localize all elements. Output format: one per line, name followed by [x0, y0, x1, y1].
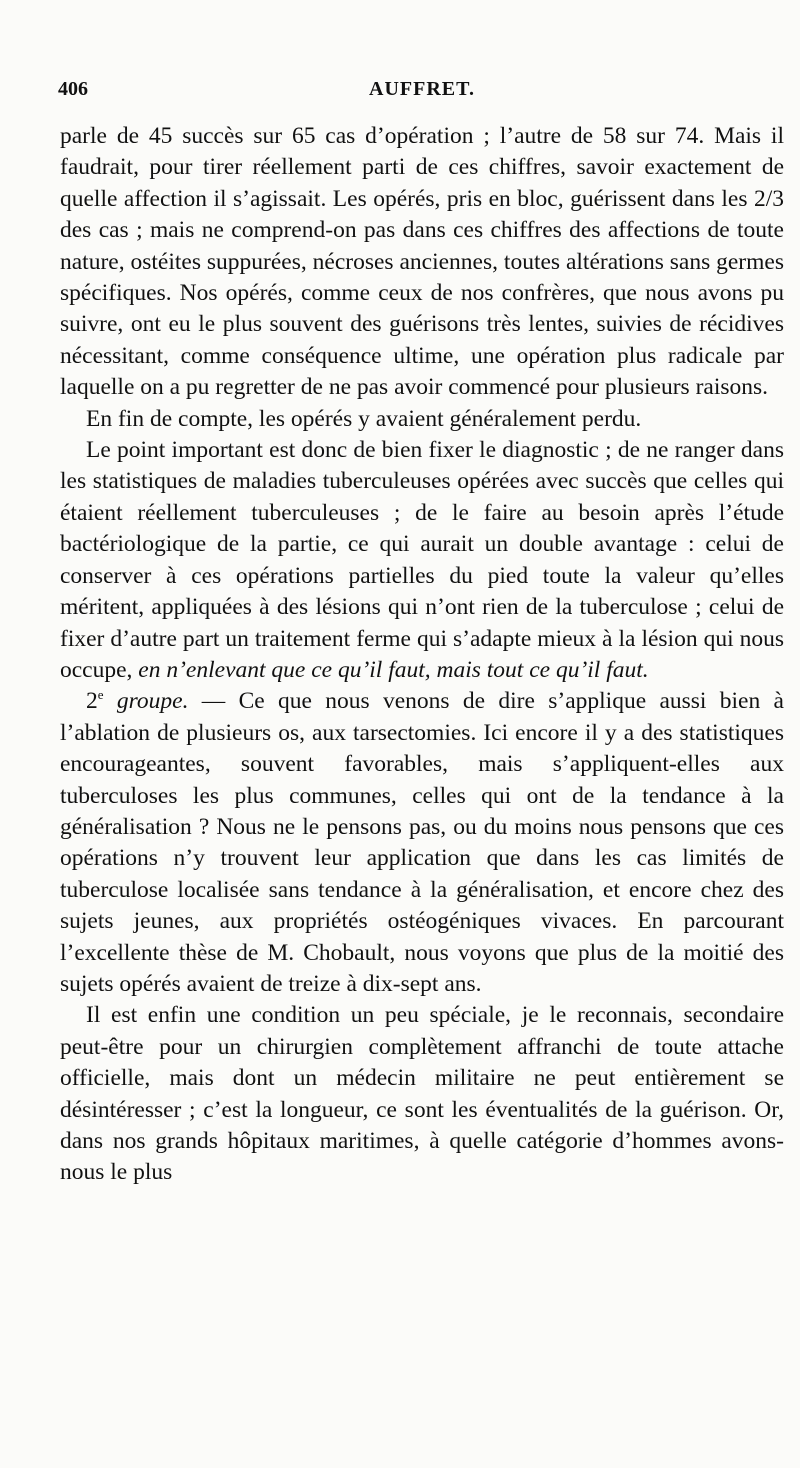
page-header — [58, 78, 786, 110]
body-text — [60, 121, 784, 1189]
paragraph-3-text: Le point important est donc de bien fixer le diagnostic ; de ne ranger dans les statistiques de maladies tuberculeuses opérées avec succès que celles qui étaient réellement tuberculeuses ; de le faire au besoin après l’étude bactériologique de la partie, ce qui aurait un double avantage : celui de conserver à ces opérations partielles du pied toute la valeur qu’elles méritent, appliquées à des lésions qui n’ont rien de la tuberculose ; celui de fixer d’autre part un traitement ferme qui s’adapte mieux à la lésion qui nous occupe, — [60, 437, 784, 683]
paragraph-3 — [60, 435, 784, 686]
group-number: 2 — [86, 688, 98, 715]
paragraph-2 — [60, 404, 784, 435]
paragraph-1 — [60, 121, 784, 404]
paragraph-2-text: En fin de compte, les opérés y avaient généralement perdu. — [86, 405, 642, 432]
paragraph-5-text: Il est enfin une condition un peu spéciale, je le reconnais, secondaire peut-être pour un chirurgien complètement affranchi de toute attache officielle, mais dont un médecin militaire ne peut entièrement se désintéresser ; c’est la longueur, ce sont les éventualités de la guérison. Or, dans nos grands hôpitaux maritimes, à quelle catégorie d’hommes avons-nous le plus — [60, 1002, 784, 1186]
paragraph-4 — [60, 686, 784, 1000]
paragraph-4-text: — Ce que nous venons de dire s’applique aussi bien à l’ablation de plusieurs os, aux tarsectomies. Ici encore il y a des statistiques encourageantes, souvent favorables, mais s’appliquent-elles aux tuberculoses les plus communes, celles qui ont de la tendance à la généralisation ? Nous ne le pensons pas, ou du moins nous pensons que ces opérations n’y trouvent leur application que dans les cas limités de tuberculose localisée sans tendance à la généralisation, et encore chez des sujets jeunes, aux propriétés ostéogéniques vivaces. En parcourant l’excellente thèse de M. Chobault, nous voyons que plus de la moitié des sujets opérés avaient de treize à dix-sept ans. — [60, 688, 784, 997]
page-number: 406 — [58, 78, 88, 100]
paragraph-3-italic: en n’enlevant que ce qu’il faut, mais tout ce qu’il faut. — [138, 656, 649, 683]
paragraph-5 — [60, 1000, 784, 1188]
group-label: groupe. — [116, 688, 189, 715]
group-ordinal-suffix: e — [97, 687, 104, 703]
paragraph-1-text: parle de 45 succès sur 65 cas d’opération ; l’autre de 58 sur 74. Mais il faudrait, pour tirer réellement parti de ces chiffres, savoir exactement de quelle affection il s’agissait. Les opérés, pris en bloc, guérissent dans les 2/3 des cas ; mais ne comprend-on pas dans ces chiffres des affections de toute nature, ostéites suppurées, nécroses anciennes, toutes altérations sans germes spécifiques. Nos opérés, comme ceux de nos confrères, que nous avons pu suivre, ont eu le plus souvent des guérisons très lentes, suivies de récidives nécessitant, comme conséquence ultime, une opération plus radicale par laquelle on a pu regretter de ne pas avoir commencé pour plusieurs raisons. — [60, 123, 784, 401]
running-head: AUFFRET. — [369, 78, 475, 100]
